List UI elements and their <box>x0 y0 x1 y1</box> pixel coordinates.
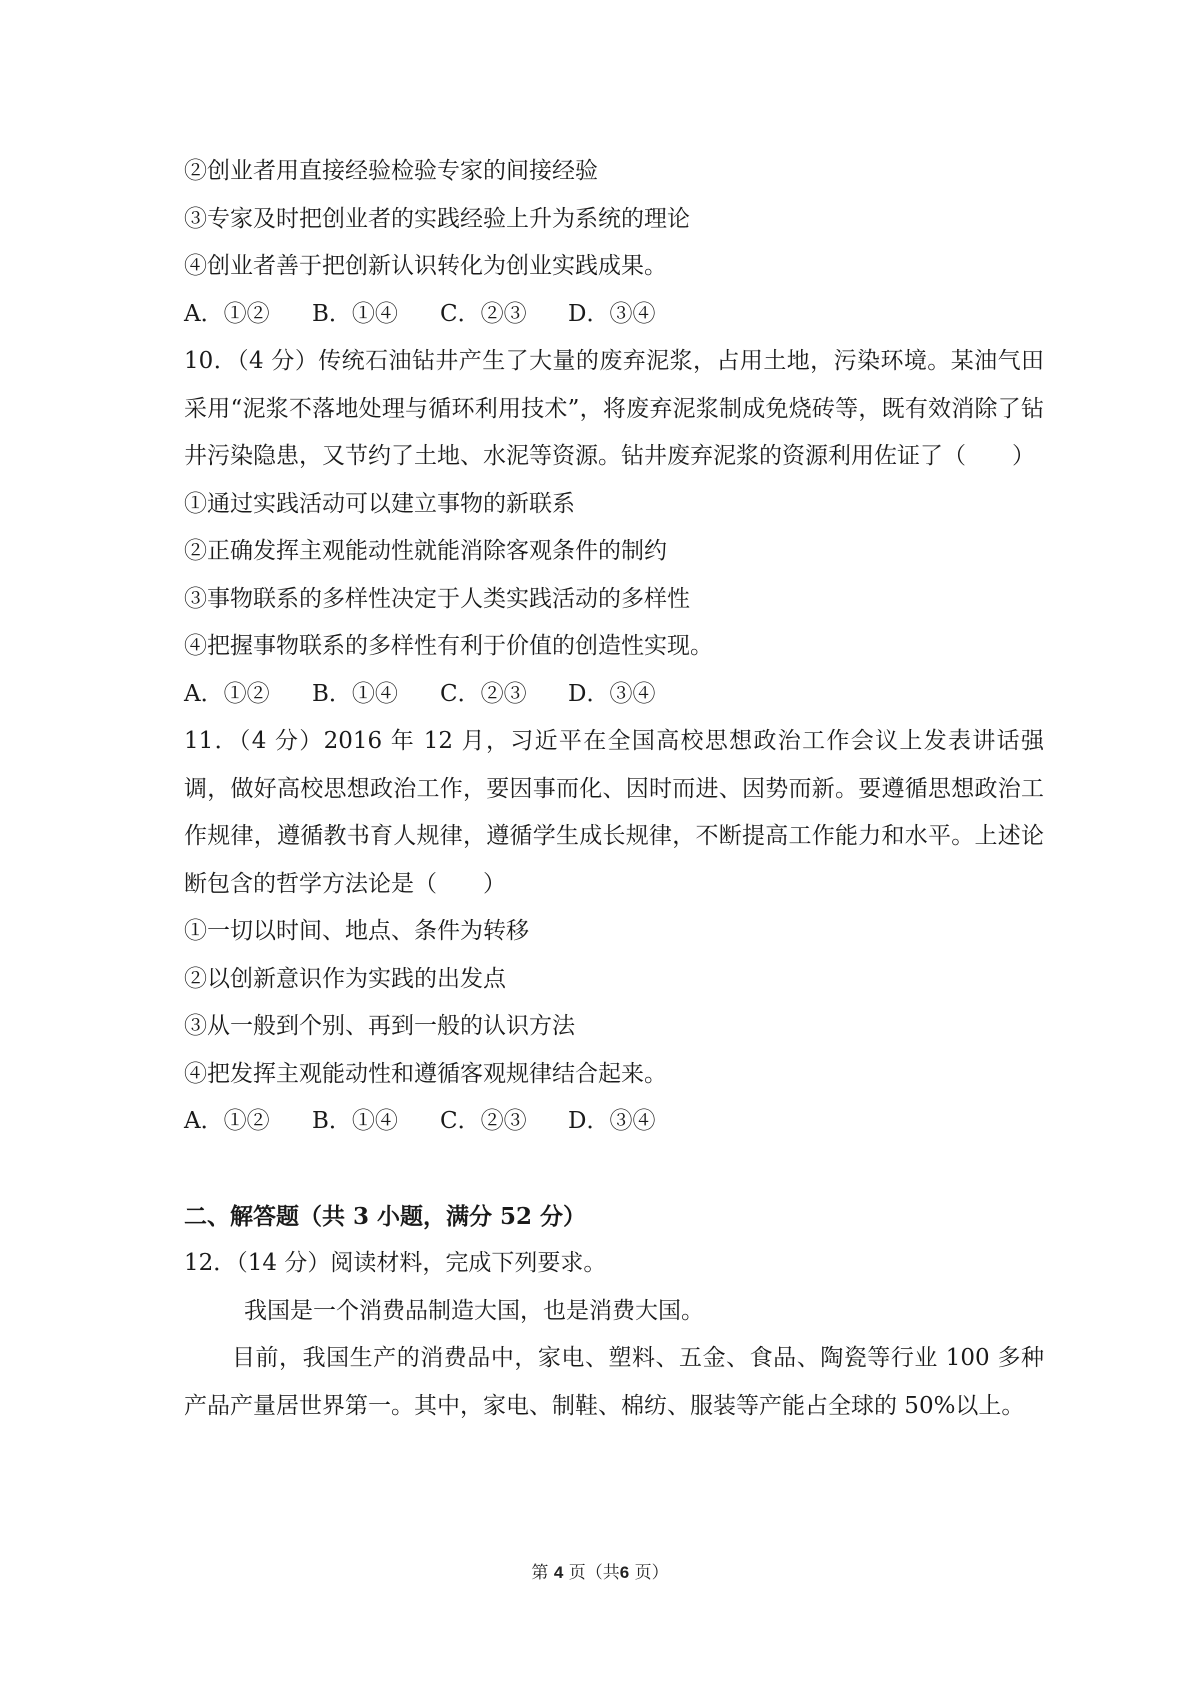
choice-statement-4: ④创业者善于把创新认识转化为创业实践成果。 <box>184 253 667 279</box>
footer-mid: 页（共 <box>568 1563 620 1583</box>
option-a: A．①② <box>184 1108 270 1134</box>
option-d: D．③④ <box>568 1108 656 1134</box>
question-stem: 11．（4 分）2016 年 12 月，习近平在全国高校思想政治工作会议上发表讲话强调，做好高校思想政治工作，要因事而化、因时而进、因势而新。要遵循思想政治工作规律，遵循教书育人规律，遵循学生成长规律，不断提高工作能力和水平。上述论断包含的哲学方法论是（ ） <box>184 728 1044 897</box>
choice-statement-2: ②正确发挥主观能动性就能消除客观条件的制约 <box>184 538 667 564</box>
option-c: C．②③ <box>440 680 527 707</box>
material-paragraph-1: 我国是一个消费品制造大国，也是消费大国。 <box>244 1297 704 1324</box>
option-d: D．③④ <box>568 300 656 327</box>
answer-options <box>184 1098 1044 1146</box>
choice-statement-2: ②创业者用直接经验检验专家的间接经验 <box>184 158 598 184</box>
footer-total-pages: 6 <box>619 1563 630 1582</box>
choice-statement-1: ①一切以时间、地点、条件为转移 <box>184 918 529 944</box>
question-11 <box>184 718 1044 1146</box>
choice-statement-3: ③专家及时把创业者的实践经验上升为系统的理论 <box>184 205 690 232</box>
footer-suffix: 页） <box>634 1563 669 1583</box>
question-9-continued <box>184 148 1044 338</box>
material-paragraph-2: 目前，我国生产的消费品中，家电、塑料、五金、食品、陶瓷等行业 100 多种产品产量居世界第一。其中，家电、制鞋、棉纺、服装等产能占全球的 50%以上。 <box>184 1345 1044 1419</box>
page-content <box>184 148 1044 1430</box>
choice-statement-1: ①通过实践活动可以建立事物的新联系 <box>184 490 575 517</box>
option-c: C．②③ <box>440 1108 527 1134</box>
footer-page-number: 4 <box>553 1563 564 1582</box>
question-10 <box>184 338 1044 718</box>
footer-prefix: 第 <box>531 1563 549 1583</box>
choice-statement-4: ④把握事物联系的多样性有利于价值的创造性实现。 <box>184 633 713 659</box>
option-b: B．①④ <box>312 300 398 327</box>
choice-statement-2: ②以创新意识作为实践的出发点 <box>184 965 506 992</box>
choice-statement-3: ③事物联系的多样性决定于人类实践活动的多样性 <box>184 585 690 612</box>
option-b: B．①④ <box>312 680 398 707</box>
option-a: A．①② <box>184 300 270 327</box>
question-stem: 12．（14 分）阅读材料，完成下列要求。 <box>184 1250 607 1276</box>
choice-statement-3: ③从一般到个别、再到一般的认识方法 <box>184 1013 575 1039</box>
answer-options <box>184 671 1044 719</box>
section-heading: 二、解答题（共 3 小题，满分 52 分） <box>184 1202 587 1230</box>
option-d: D．③④ <box>568 680 656 707</box>
option-b: B．①④ <box>312 1108 398 1134</box>
option-c: C．②③ <box>440 300 527 327</box>
option-a: A．①② <box>184 680 270 707</box>
answer-options <box>184 291 1044 339</box>
page-footer <box>0 1558 1200 1583</box>
question-stem: 10．（4 分）传统石油钻井产生了大量的废弃泥浆，占用土地，污染环境。某油气田采用“泥浆不落地处理与循环利用技术”，将废弃泥浆制成免烧砖等，既有效消除了钻井污染隐患，又节约了土地、水泥等资源。钻井废弃泥浆的资源利用佐证了（ ） <box>184 348 1044 469</box>
choice-statement-4: ④把发挥主观能动性和遵循客观规律结合起来。 <box>184 1060 667 1087</box>
question-12 <box>184 1240 1044 1430</box>
